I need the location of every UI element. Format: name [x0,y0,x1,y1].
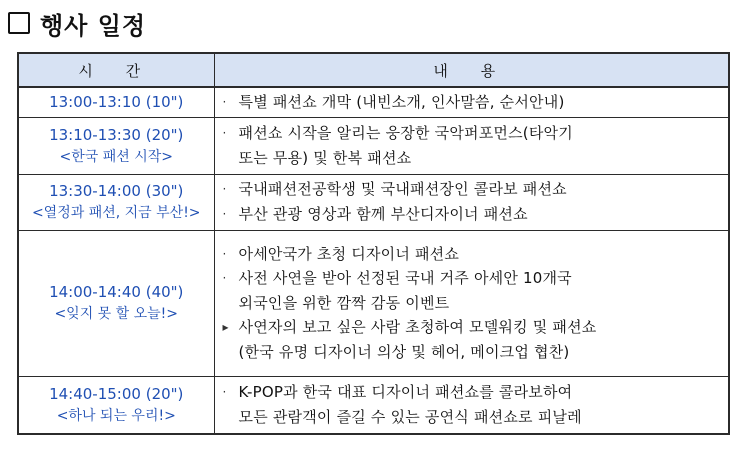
item-text [239,266,572,315]
time-range: 14:00-14:40 (40") [49,283,184,301]
triangle-bullet-icon: ▸ [222,320,229,335]
section-heading [8,6,146,40]
list-item [223,315,729,364]
table-row [18,230,729,376]
time-range: 13:10-13:30 (20") [49,125,184,144]
checkbox-square-icon [8,12,30,34]
item-line: 패션쇼 시작을 알리는 웅장한 국악퍼포먼스(타악기 [238,123,573,142]
item-text: 아세안국가 초청 디자이너 패션쇼 [238,244,460,263]
header-content: 내 용 [214,53,729,87]
bullet-icon: · [222,385,227,400]
time-range: 13:00-13:10 (10") [49,93,184,112]
content-cell [214,376,729,434]
segment-title: <잊지 못 할 오늘!> [54,306,179,322]
list-item [223,177,729,202]
list-item [223,202,729,227]
item-text [239,121,573,170]
heading-title: 행사 일정 [40,11,147,40]
table-row [18,117,729,174]
item-line: (한국 유명 디자이너 의상 및 헤어, 메이크업 협찬) [238,342,570,361]
time-range: 14:40-15:00 (20") [49,384,184,403]
item-text: 국내패션전공학생 및 국내패션장인 콜라보 패션쇼 [238,180,567,199]
item-line: 외국인을 위한 깜짝 감동 이벤트 [238,293,450,312]
bullet-icon: · [222,271,227,286]
content-cell [214,87,729,117]
item-line: 또는 무용) 및 한복 패션쇼 [238,148,412,167]
schedule-table [17,52,730,435]
item-text [239,315,597,364]
item-text [239,380,582,429]
item-line: 모든 관람객이 즐길 수 있는 공연식 패션쇼로 피날레 [238,407,582,426]
table-header-row [18,53,729,87]
segment-title: <한국 패션 시작> [59,148,173,165]
content-cell [214,117,729,174]
list-item [223,90,729,115]
time-cell [18,230,214,376]
list-item [223,242,729,267]
content-cell [214,174,729,230]
table-row [18,174,729,230]
item-text: 부산 관광 영상과 함께 부산디자이너 패션쇼 [238,205,528,223]
segment-title: <열정과 패션, 지금 부산!> [31,205,201,221]
content-cell [214,230,729,376]
bullet-icon: · [222,207,227,221]
table-row [18,87,729,117]
item-text: 특별 패션쇼 개막 (내빈소개, 인사말씀, 순서안내) [238,92,565,111]
bullet-icon: · [222,246,227,261]
bullet-icon: · [222,94,227,109]
time-range: 13:30-14:00 (30") [49,182,184,200]
bullet-icon: · [222,182,227,197]
time-cell [18,174,214,230]
header-time: 시 간 [18,53,214,87]
time-cell [18,87,214,117]
time-cell [18,376,214,434]
item-line: K-POP과 한국 대표 디자이너 패션쇼를 콜라보하여 [238,383,573,402]
segment-title: <하나 되는 우리!> [56,407,176,424]
item-line: 사연자의 보고 싶은 사람 초청하여 모델워킹 및 패션쇼 [238,318,597,337]
time-cell [18,117,214,174]
list-item [223,121,729,170]
item-line: 사전 사연을 받아 선정된 국내 거주 아세안 10개국 [238,269,572,288]
list-item [223,266,729,315]
table-row [18,376,729,434]
list-item [223,380,729,429]
bullet-icon: · [222,125,227,140]
